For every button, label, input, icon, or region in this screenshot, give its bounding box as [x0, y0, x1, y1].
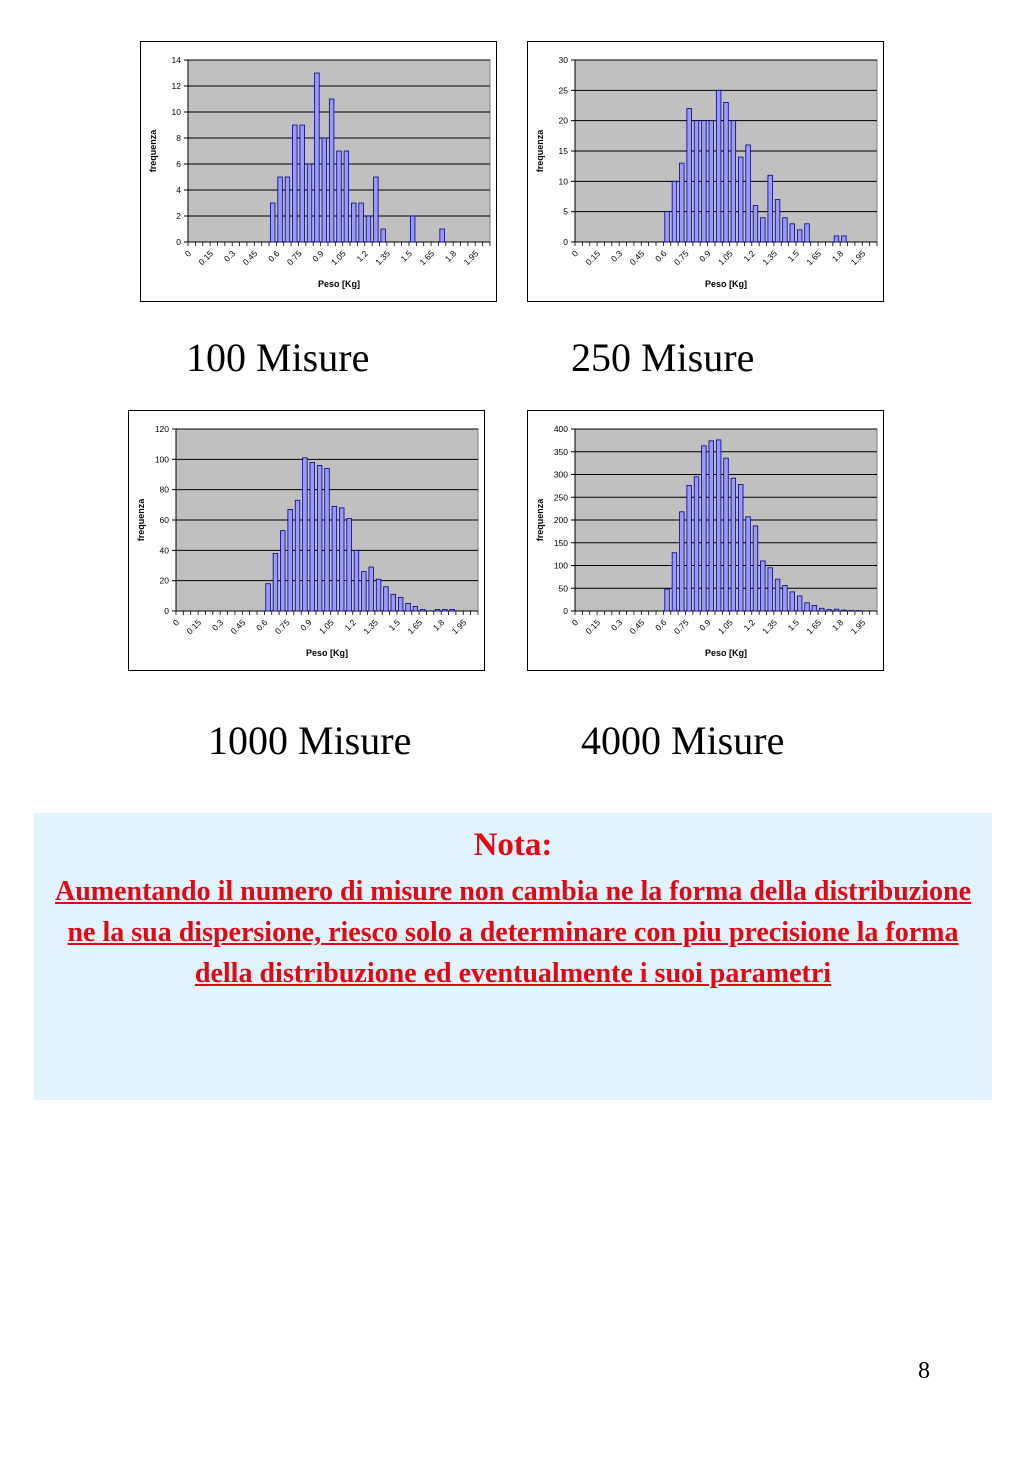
- y-tick-label: 10: [171, 107, 181, 117]
- histogram-bar: [775, 200, 780, 242]
- y-tick-label: 20: [558, 115, 568, 126]
- histogram-bar: [391, 594, 396, 611]
- y-tick-label: 15: [558, 146, 568, 156]
- y-tick-label: 60: [159, 515, 169, 525]
- y-tick-label: 8: [176, 133, 181, 143]
- histogram-bar: [827, 610, 832, 611]
- x-tick-label: 0.6: [254, 617, 270, 633]
- x-tick-label: 1.35: [760, 617, 779, 637]
- y-tick-label: 50: [558, 583, 568, 594]
- x-tick-label: 1.35: [373, 248, 392, 268]
- histogram-bar: [300, 125, 305, 242]
- histogram-bar: [374, 177, 379, 242]
- y-tick-label: 200: [553, 515, 568, 525]
- caption-1000-misure: 1000 Misure: [208, 718, 412, 763]
- y-axis-label: frequenza: [148, 129, 158, 173]
- x-tick-label: 1.05: [317, 617, 336, 637]
- x-tick-label: 1.8: [442, 248, 459, 264]
- histogram-bar: [783, 586, 788, 611]
- histogram-bar: [724, 102, 729, 242]
- y-axis-label: frequenza: [535, 498, 545, 542]
- histogram-bar: [768, 568, 773, 611]
- x-tick-label: 1.8: [829, 617, 846, 633]
- histogram-4000: [527, 410, 884, 671]
- histogram-bar: [665, 589, 670, 611]
- y-tick-label: 350: [553, 446, 568, 457]
- histogram-bar: [812, 606, 817, 611]
- y-tick-label: 250: [553, 492, 568, 503]
- histogram-bar: [724, 458, 729, 611]
- x-tick-label: 1.8: [430, 617, 447, 633]
- x-tick-label: 0: [182, 248, 194, 259]
- x-tick-label: 1.5: [785, 248, 802, 264]
- histogram-bar: [805, 224, 810, 242]
- histogram-bar: [351, 203, 356, 242]
- histogram-bar: [369, 567, 374, 611]
- x-tick-label: 0.75: [671, 248, 691, 268]
- y-axis-label: frequenza: [535, 129, 545, 173]
- x-tick-label: 1.05: [716, 248, 735, 268]
- y-tick-label: 0: [164, 606, 169, 616]
- histogram-bar: [687, 485, 692, 611]
- histogram-bar: [672, 553, 677, 611]
- x-tick-label: 0.9: [298, 617, 314, 633]
- histogram-bar: [709, 121, 714, 242]
- x-tick-label: 0.75: [272, 617, 292, 637]
- y-tick-label: 100: [553, 560, 568, 571]
- histogram-bar: [362, 572, 367, 611]
- histogram-bar: [347, 518, 352, 611]
- y-tick-label: 10: [558, 176, 568, 187]
- x-tick-label: 1.65: [405, 617, 425, 637]
- histogram-bar: [303, 458, 308, 611]
- x-tick-label: 0: [170, 617, 182, 628]
- histogram-bar: [768, 175, 773, 242]
- x-axis-label: Peso [Kg]: [704, 279, 748, 289]
- note-title: Nota:: [473, 827, 553, 863]
- histogram-bar: [761, 218, 766, 242]
- histogram-bar: [288, 509, 293, 611]
- histogram-bar: [716, 90, 721, 242]
- x-tick-label: 1.8: [829, 248, 846, 264]
- histogram-bar: [753, 526, 758, 611]
- histogram-bar: [398, 597, 403, 611]
- histogram-bar: [413, 606, 418, 611]
- x-tick-label: 0.15: [583, 617, 603, 637]
- x-tick-label: 0.15: [196, 248, 216, 268]
- x-tick-label: 0: [569, 248, 581, 259]
- x-tick-label: 1.35: [361, 617, 380, 637]
- x-tick-label: 1.35: [760, 248, 779, 268]
- x-tick-label: 1.95: [449, 617, 469, 637]
- y-tick-label: 5: [563, 206, 568, 217]
- histogram-bar: [687, 109, 692, 242]
- note-box: [34, 813, 992, 1100]
- histogram-bar: [339, 508, 344, 611]
- histogram-bar: [332, 506, 337, 611]
- x-tick-label: 0.75: [284, 248, 304, 268]
- x-tick-label: 1.05: [329, 248, 348, 268]
- y-tick-label: 0: [563, 237, 568, 247]
- histogram-bar: [278, 177, 283, 242]
- histogram-bar: [384, 587, 389, 611]
- histogram-bar: [761, 561, 766, 611]
- x-tick-label: 1.05: [716, 617, 735, 637]
- histogram-bar: [315, 73, 320, 242]
- x-tick-label: 0.6: [266, 248, 282, 264]
- y-tick-label: 30: [558, 55, 568, 65]
- y-tick-label: 120: [154, 424, 169, 434]
- x-tick-label: 1.5: [398, 248, 415, 264]
- y-tick-label: 14: [171, 55, 181, 65]
- y-tick-label: 20: [159, 575, 169, 586]
- histogram-bar: [359, 203, 364, 242]
- histogram-bar: [270, 203, 275, 242]
- x-tick-label: 1.95: [848, 248, 868, 268]
- histogram-bar: [665, 212, 670, 242]
- histogram-250-svg: [528, 42, 883, 301]
- histogram-bar: [694, 121, 699, 242]
- histogram-bar: [716, 440, 721, 611]
- histogram-bar: [680, 512, 685, 611]
- note-text: Aumentando il numero di misure non cambia ne la forma della distribuzione ne la sua dispersione, riesco solo a determinare con piu precisione la forma della distribuzione ed eventualmente i suoi parametri: [54, 876, 972, 989]
- x-tick-label: 0.45: [627, 617, 647, 637]
- x-tick-label: 0.3: [608, 617, 625, 633]
- x-tick-label: 1.65: [417, 248, 437, 268]
- histogram-bar: [842, 236, 847, 242]
- histogram-bar: [293, 125, 298, 242]
- histogram-bar: [753, 206, 758, 242]
- histogram-bar: [354, 550, 359, 611]
- histogram-bar: [440, 229, 445, 242]
- histogram-bar: [295, 500, 300, 611]
- x-tick-label: 1.2: [741, 617, 757, 633]
- histogram-bar: [834, 236, 839, 242]
- histogram-bar: [819, 608, 824, 611]
- histogram-bar: [805, 603, 810, 611]
- y-tick-label: 0: [563, 606, 568, 616]
- x-tick-label: 1.2: [354, 248, 370, 264]
- histogram-bar: [406, 603, 411, 611]
- y-tick-label: 2: [176, 211, 181, 221]
- x-tick-label: 0.3: [209, 617, 226, 633]
- histogram-bar: [783, 218, 788, 242]
- x-tick-label: 1.65: [804, 617, 824, 637]
- histogram-bar: [273, 553, 278, 611]
- x-axis-label: Peso [Kg]: [704, 648, 748, 658]
- y-tick-label: 150: [553, 537, 568, 548]
- histogram-bar: [842, 610, 847, 611]
- y-tick-label: 25: [558, 85, 568, 96]
- y-tick-label: 100: [154, 454, 169, 465]
- x-tick-label: 1.5: [785, 617, 802, 633]
- histogram-1000: [128, 410, 485, 671]
- histogram-bar: [694, 477, 699, 611]
- y-tick-label: 400: [553, 424, 568, 434]
- x-tick-label: 1.5: [386, 617, 403, 633]
- histogram-bar: [381, 229, 386, 242]
- histogram-bar: [790, 592, 795, 611]
- x-tick-label: 0.45: [240, 248, 260, 268]
- histogram-bar: [702, 121, 707, 242]
- histogram-bar: [285, 177, 290, 242]
- histogram-bar: [344, 151, 349, 242]
- x-tick-label: 0.9: [697, 617, 713, 633]
- y-tick-label: 0: [176, 237, 181, 247]
- x-tick-label: 0.9: [697, 248, 713, 264]
- caption-250-misure: 250 Misure: [571, 335, 755, 380]
- histogram-bar: [738, 485, 743, 611]
- y-tick-label: 4: [176, 185, 181, 195]
- x-tick-label: 0.45: [627, 248, 647, 268]
- x-tick-label: 0.45: [228, 617, 248, 637]
- histogram-100-svg: [141, 42, 496, 301]
- histogram-bar: [680, 163, 685, 242]
- x-tick-label: 0.6: [653, 617, 669, 633]
- histogram-bar: [325, 468, 330, 611]
- x-tick-label: 0.15: [583, 248, 603, 268]
- caption-4000-misure: 4000 Misure: [581, 718, 785, 763]
- x-axis-label: Peso [Kg]: [305, 648, 349, 658]
- x-tick-label: 1.95: [461, 248, 481, 268]
- x-tick-label: 0: [569, 617, 581, 628]
- x-axis-label: Peso [Kg]: [317, 279, 361, 289]
- x-tick-label: 0.75: [671, 617, 691, 637]
- histogram-bar: [376, 579, 381, 611]
- histogram-100: [140, 41, 497, 302]
- x-tick-label: 1.2: [741, 248, 757, 264]
- histogram-bar: [366, 216, 371, 242]
- histogram-bar: [790, 224, 795, 242]
- histogram-bar: [322, 138, 327, 242]
- histogram-bar: [435, 609, 440, 611]
- histogram-4000-svg: [528, 411, 883, 670]
- histogram-bar: [746, 145, 751, 242]
- page-number: 8: [918, 1358, 930, 1384]
- histogram-bar: [738, 157, 743, 242]
- caption-100-misure: 100 Misure: [186, 335, 370, 380]
- x-tick-label: 0.3: [221, 248, 238, 264]
- histogram-bar: [317, 465, 322, 611]
- histogram-bar: [709, 441, 714, 611]
- x-tick-label: 0.6: [653, 248, 669, 264]
- histogram-bar: [731, 121, 736, 242]
- x-tick-label: 0.15: [184, 617, 204, 637]
- y-axis-label: frequenza: [136, 498, 146, 542]
- histogram-bar: [450, 609, 455, 611]
- histogram-bar: [410, 216, 415, 242]
- y-tick-label: 40: [159, 545, 169, 556]
- histogram-bar: [420, 609, 425, 611]
- y-tick-label: 6: [176, 159, 181, 169]
- histogram-bar: [443, 609, 448, 611]
- x-tick-label: 0.3: [608, 248, 625, 264]
- histogram-bar: [746, 517, 751, 611]
- histogram-bar: [672, 181, 677, 242]
- histogram-bar: [281, 531, 286, 611]
- histogram-bar: [731, 478, 736, 611]
- x-tick-label: 1.65: [804, 248, 824, 268]
- histogram-1000-svg: [129, 411, 484, 670]
- y-tick-label: 300: [553, 469, 568, 480]
- x-tick-label: 1.2: [342, 617, 358, 633]
- histogram-bar: [310, 462, 315, 611]
- y-tick-label: 80: [159, 484, 169, 495]
- histogram-bar: [307, 164, 312, 242]
- y-tick-label: 12: [171, 81, 181, 91]
- x-tick-label: 0.9: [310, 248, 326, 264]
- histogram-bar: [329, 99, 334, 242]
- histogram-bar: [702, 446, 707, 611]
- histogram-250: [527, 41, 884, 302]
- histogram-bar: [266, 584, 271, 611]
- histogram-bar: [834, 609, 839, 611]
- histogram-bar: [797, 230, 802, 242]
- histogram-bar: [337, 151, 342, 242]
- histogram-bar: [775, 579, 780, 611]
- x-tick-label: 1.95: [848, 617, 868, 637]
- histogram-bar: [797, 596, 802, 611]
